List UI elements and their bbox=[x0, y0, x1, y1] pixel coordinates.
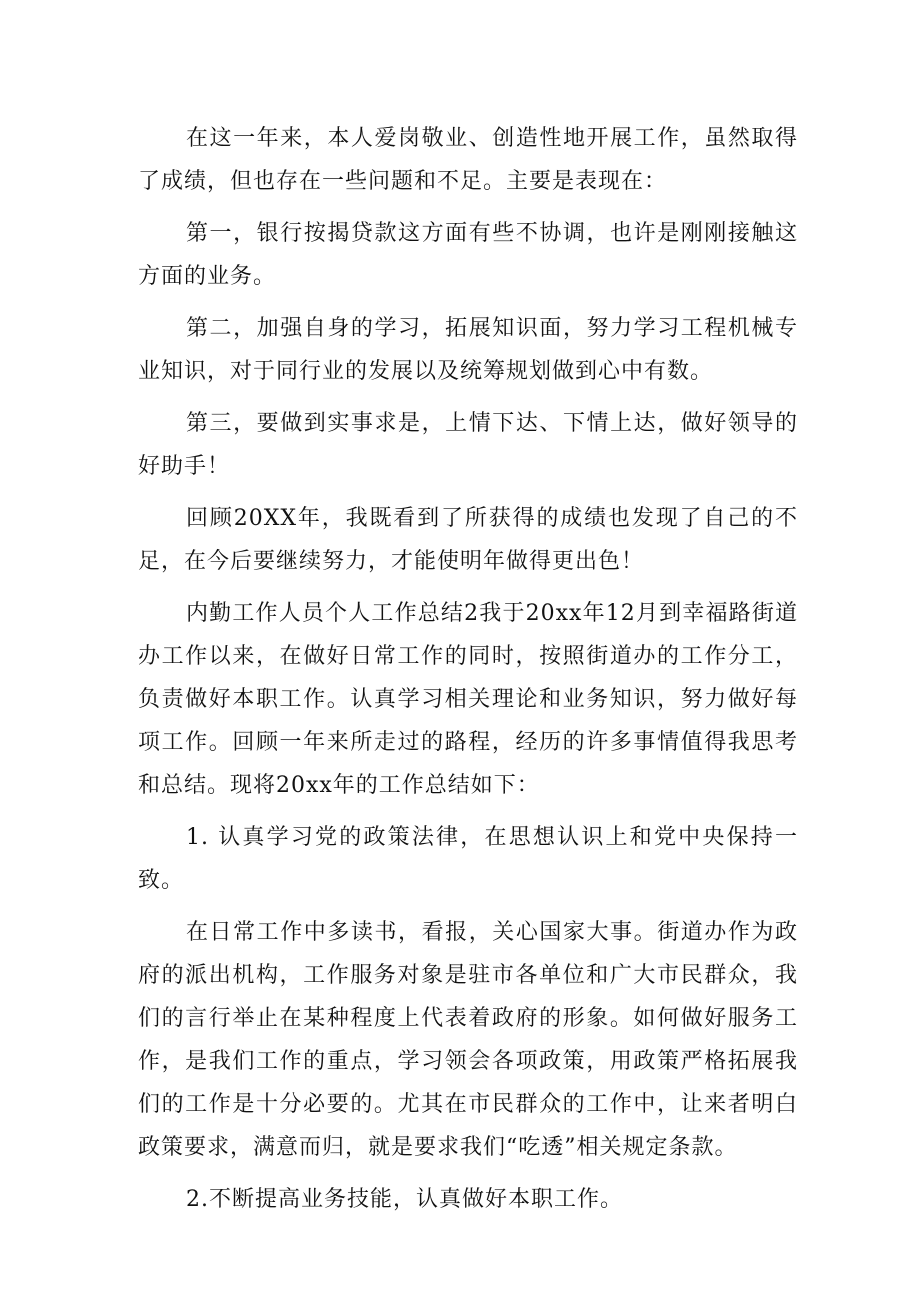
paragraph-section-one-heading: 1. 认真学习党的政策法律，在思想认识上和党中央保持一致。 bbox=[138, 825, 798, 893]
paragraph-review: 回顾20XX年，我既看到了所获得的成绩也发现了自己的不足，在今后要继续努力，才能使明年做得更出色！ bbox=[138, 506, 798, 574]
paragraph-summary-two-intro: 内勤工作人员个人工作总结2我于20xx年12月到幸福路街道办工作以来，在做好日常工作的同时，按照街道办的工作分工，负责做好本职工作。认真学习相关理论和业务知识，努力做好每项工作。回顾一年来所走过的路程，经历的许多事情值得我思考和总结。现将20xx年的工作总结如下： bbox=[138, 601, 798, 798]
document-body bbox=[138, 117, 798, 1221]
paragraph-point-two: 第二，加强自身的学习，拓展知识面，努力学习工程机械专业知识，对于同行业的发展以及统筹规划做到心中有数。 bbox=[138, 316, 798, 384]
paragraph-section-two-heading: 2.不断提高业务技能，认真做好本职工作。 bbox=[186, 1187, 623, 1212]
paragraph-section-one-body: 在日常工作中多读书，看报，关心国家大事。街道办作为政府的派出机构，工作服务对象是驻市各单位和广大市民群众，我们的言行举止在某种程度上代表着政府的形象。如何做好服务工作，是我们工作的重点，学习领会各项政策，用政策严格拓展我们的工作是十分必要的。尤其在市民群众的工作中，让来者明白政策要求，满意而归，就是要求我们“吃透”相关规定条款。 bbox=[138, 920, 798, 1160]
paragraph-shortcomings-intro: 在这一年来，本人爱岗敬业、创造性地开展工作，虽然取得了成绩，但也存在一些问题和不足。主要是表现在： bbox=[138, 126, 798, 194]
paragraph-point-one: 第一，银行按揭贷款这方面有些不协调，也许是刚刚接触这方面的业务。 bbox=[138, 221, 798, 289]
paragraph-point-three: 第三，要做到实事求是，上情下达、下情上达，做好领导的好助手！ bbox=[138, 411, 798, 479]
